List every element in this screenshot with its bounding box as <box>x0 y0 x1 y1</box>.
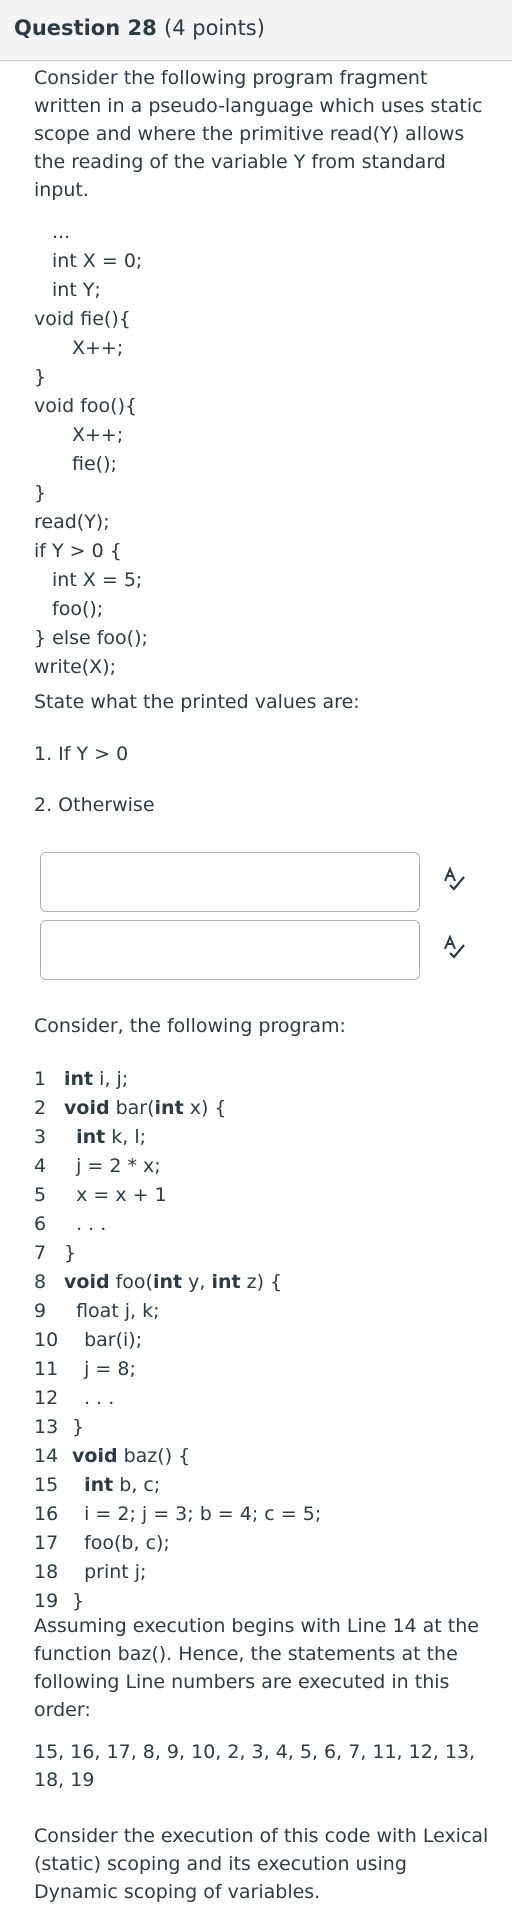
code-line: void fie(){ <box>34 308 131 330</box>
line-number: 16 <box>34 1503 59 1525</box>
answer-input-2[interactable] <box>40 920 420 980</box>
question-title <box>14 16 265 40</box>
code-line: read(Y); <box>34 511 110 533</box>
line-code: . . . <box>72 1387 115 1409</box>
question-header <box>0 0 512 61</box>
line-number: 18 <box>34 1561 59 1583</box>
program-line <box>34 1239 76 1267</box>
program-line <box>34 1268 282 1296</box>
program-line <box>34 1181 167 1209</box>
line-number: 2 <box>34 1097 47 1119</box>
line-number: 12 <box>34 1387 59 1409</box>
line-number: 9 <box>34 1300 47 1322</box>
line-code: print j; <box>72 1561 147 1583</box>
code-line: } else foo(); <box>34 627 148 649</box>
program-line <box>34 1210 106 1238</box>
assumption-text: Assuming execution begins with Line 14 at the function baz(). Hence, the statements at the following Line numbers are executed in this order: <box>34 1615 479 1721</box>
line-number: 11 <box>34 1358 59 1380</box>
item-2: 2. Otherwise <box>34 794 155 816</box>
line-number: 15 <box>34 1474 59 1496</box>
program-line <box>34 1384 114 1412</box>
program-line <box>34 1123 146 1151</box>
program-line <box>34 1442 190 1470</box>
program-line <box>34 1587 84 1615</box>
line-code: x = x + 1 <box>64 1184 167 1206</box>
line-number: 5 <box>34 1184 47 1206</box>
code-line: int Y; <box>52 279 101 301</box>
program-line <box>34 1529 170 1557</box>
code-line: fie(); <box>72 453 117 475</box>
code-line: if Y > 0 { <box>34 540 122 562</box>
program-line <box>34 1413 84 1441</box>
line-number: 1 <box>34 1068 47 1090</box>
prompt-text: State what the printed values are: <box>34 691 360 713</box>
line-number: 10 <box>34 1329 59 1351</box>
line-code: . . . <box>64 1213 107 1235</box>
question-points: (4 points) <box>164 16 265 40</box>
line-code: j = 8; <box>72 1358 136 1380</box>
code-line: int X = 5; <box>52 569 143 591</box>
program-line <box>34 1558 146 1586</box>
line-number: 4 <box>34 1155 47 1177</box>
code-line: X++; <box>72 337 124 359</box>
line-code: void baz() { <box>72 1445 191 1467</box>
line-code: j = 2 * x; <box>64 1155 161 1177</box>
line-number: 6 <box>34 1213 47 1235</box>
line-code: } <box>72 1416 85 1438</box>
code-line: write(X); <box>34 656 117 678</box>
code-line: } <box>34 482 47 504</box>
spellcheck-icon[interactable] <box>440 864 470 894</box>
line-number: 19 <box>34 1590 59 1612</box>
code-line: void foo(){ <box>34 395 138 417</box>
line-code: int k, l; <box>76 1126 147 1148</box>
line-number: 13 <box>34 1416 59 1438</box>
spellcheck-icon[interactable] <box>440 932 470 962</box>
line-number: 14 <box>34 1445 59 1467</box>
question-number: Question 28 <box>14 16 157 40</box>
program-line <box>34 1094 226 1122</box>
line-code: foo(b, c); <box>72 1532 170 1554</box>
program-line <box>34 1471 160 1499</box>
line-code: int i, j; <box>64 1068 129 1090</box>
line-code: void bar(int x) { <box>64 1097 227 1119</box>
line-code: i = 2; j = 3; b = 4; c = 5; <box>72 1503 322 1525</box>
line-number: 3 <box>34 1126 47 1148</box>
execution-note: Consider the execution of this code with Lexical (static) scoping and its execution using Dynamic scoping of variables. <box>34 1825 489 1903</box>
execution-order: 15, 16, 17, 8, 9, 10, 2, 3, 4, 5, 6, 7, 11, 12, 13, 18, 19 <box>34 1741 476 1791</box>
program-line <box>34 1065 128 1093</box>
line-number: 17 <box>34 1532 59 1554</box>
program-line <box>34 1152 161 1180</box>
code-line: int X = 0; <box>52 250 143 272</box>
program-intro: Consider, the following program: <box>34 1015 346 1037</box>
line-code: } <box>72 1590 85 1612</box>
program-line <box>34 1297 160 1325</box>
program-line <box>34 1326 142 1354</box>
code-line: X++; <box>72 424 124 446</box>
intro-text: Consider the following program fragment written in a pseudo-language which uses static scope and where the primitive read(Y) allows the reading of the variable Y from standard input. <box>34 67 483 201</box>
code-line: foo(); <box>52 598 104 620</box>
program-line <box>34 1355 136 1383</box>
line-code: bar(i); <box>72 1329 143 1351</box>
line-code: float j, k; <box>64 1300 160 1322</box>
line-number: 8 <box>34 1271 47 1293</box>
code-line: } <box>34 366 47 388</box>
program-line <box>34 1500 321 1528</box>
line-code: void foo(int y, int z) { <box>64 1271 283 1293</box>
answer-input-1[interactable] <box>40 852 420 912</box>
line-code: int b, c; <box>84 1474 161 1496</box>
code-line: ... <box>52 221 71 243</box>
line-code: } <box>64 1242 77 1264</box>
item-1: 1. If Y > 0 <box>34 743 129 765</box>
line-number: 7 <box>34 1242 47 1264</box>
